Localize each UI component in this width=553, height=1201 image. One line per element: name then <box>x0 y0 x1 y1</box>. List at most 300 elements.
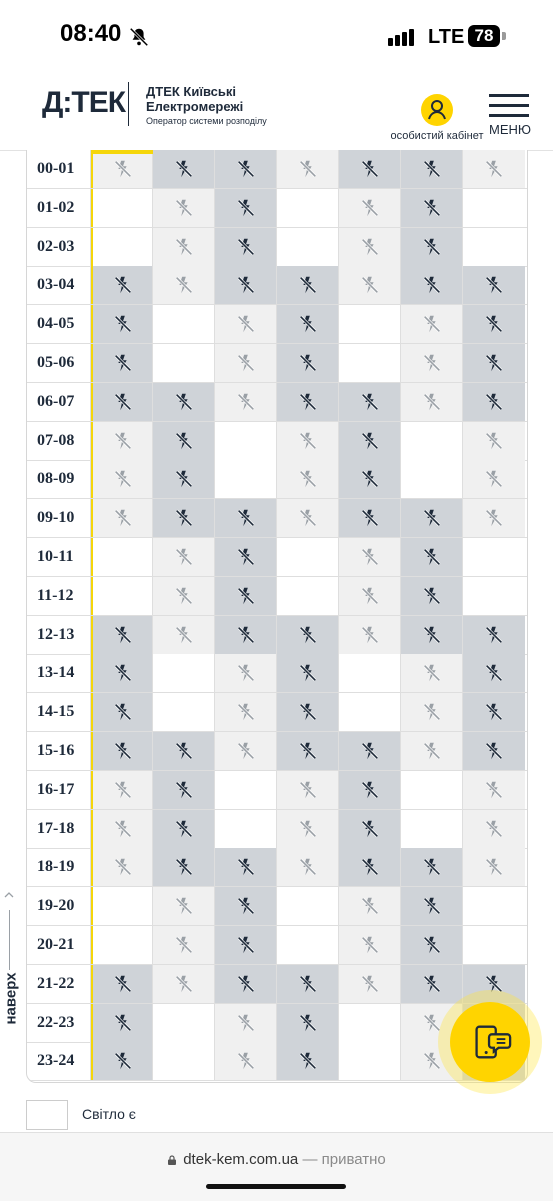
schedule-cell <box>339 422 401 460</box>
schedule-row <box>27 228 527 267</box>
possible-outage-icon <box>112 430 134 452</box>
schedule-cell <box>91 383 153 421</box>
current-day-marker <box>91 150 153 154</box>
schedule-cell <box>153 616 215 654</box>
possible-outage-icon <box>421 740 443 762</box>
schedule-cell <box>339 305 401 343</box>
schedule-cell <box>277 654 339 692</box>
schedule-cell <box>463 189 525 227</box>
schedule-cell <box>91 305 153 343</box>
schedule-cell <box>339 887 401 925</box>
schedule-cell <box>153 305 215 343</box>
menu-button[interactable] <box>489 94 533 137</box>
power-off-icon <box>112 352 134 374</box>
schedule-cell <box>153 383 215 421</box>
schedule-cell <box>463 848 525 886</box>
power-off-icon <box>359 507 381 529</box>
possible-outage-icon <box>359 274 381 296</box>
power-off-icon <box>359 740 381 762</box>
power-off-icon <box>297 662 319 684</box>
schedule-cell <box>277 732 339 770</box>
schedule-row <box>27 266 527 305</box>
possible-outage-icon <box>483 818 505 840</box>
personal-cabinet-button[interactable] <box>386 94 488 142</box>
schedule-cell <box>277 848 339 886</box>
schedule-cell <box>401 887 463 925</box>
legend-swatch-power-on <box>26 1100 68 1130</box>
schedule-cell <box>339 926 401 964</box>
schedule-cell <box>401 810 463 848</box>
schedule-cell <box>153 228 215 266</box>
schedule-cell <box>277 810 339 848</box>
power-off-icon <box>359 468 381 490</box>
brand-subtitle: Оператор системи розподілу <box>146 116 267 126</box>
possible-outage-icon <box>359 895 381 917</box>
hour-label: 05-06 <box>27 344 91 382</box>
possible-outage-icon <box>421 352 443 374</box>
schedule-cell <box>91 887 153 925</box>
schedule-cell <box>277 266 339 304</box>
schedule-cell <box>277 1042 339 1080</box>
schedule-cell <box>91 150 153 188</box>
power-off-icon <box>173 740 195 762</box>
possible-outage-icon <box>173 624 195 646</box>
schedule-cell <box>339 266 401 304</box>
power-off-icon <box>173 818 195 840</box>
hour-label: 00-01 <box>27 150 91 188</box>
power-off-icon <box>297 624 319 646</box>
power-off-icon <box>421 934 443 956</box>
possible-outage-icon <box>112 158 134 180</box>
schedule-row <box>27 499 527 538</box>
power-off-icon <box>483 352 505 374</box>
user-icon <box>421 94 453 126</box>
schedule-cell <box>153 732 215 770</box>
schedule-cell <box>339 1004 401 1042</box>
possible-outage-icon <box>297 430 319 452</box>
schedule-cell <box>277 577 339 615</box>
schedule-cell <box>215 189 277 227</box>
power-off-icon <box>235 895 257 917</box>
schedule-cell <box>463 305 525 343</box>
schedule-cell <box>277 150 339 188</box>
power-off-icon <box>173 779 195 801</box>
possible-outage-icon <box>173 895 195 917</box>
power-off-icon <box>235 197 257 219</box>
schedule-cell <box>401 150 463 188</box>
schedule-cell <box>339 616 401 654</box>
power-off-icon <box>421 973 443 995</box>
possible-outage-icon <box>421 662 443 684</box>
schedule-cell <box>339 965 401 1003</box>
schedule-cell <box>153 1042 215 1080</box>
schedule-cell <box>339 1042 401 1080</box>
possible-outage-icon <box>359 973 381 995</box>
schedule-cell <box>153 266 215 304</box>
schedule-cell <box>463 422 525 460</box>
power-off-icon <box>173 507 195 529</box>
possible-outage-icon <box>359 197 381 219</box>
possible-outage-icon <box>112 818 134 840</box>
power-off-icon <box>173 430 195 452</box>
schedule-row <box>27 848 527 887</box>
schedule-cell <box>91 189 153 227</box>
schedule-cell <box>91 926 153 964</box>
home-indicator <box>206 1184 346 1189</box>
brand-block <box>146 84 306 127</box>
schedule-cell <box>401 422 463 460</box>
schedule-cell <box>91 616 153 654</box>
schedule-cell <box>401 499 463 537</box>
schedule-row <box>27 654 527 693</box>
possible-outage-icon <box>483 158 505 180</box>
url-text: dtek-kem.com.ua <box>183 1151 299 1168</box>
schedule-cell <box>215 771 277 809</box>
schedule-cell <box>277 926 339 964</box>
schedule-cell <box>401 383 463 421</box>
possible-outage-icon <box>421 391 443 413</box>
schedule-cell <box>91 848 153 886</box>
possible-outage-icon <box>173 973 195 995</box>
possible-outage-icon <box>173 274 195 296</box>
power-off-icon <box>421 158 443 180</box>
schedule-cell <box>277 383 339 421</box>
power-off-icon <box>235 507 257 529</box>
possible-outage-icon <box>235 701 257 723</box>
schedule-cell <box>339 693 401 731</box>
possible-outage-icon <box>359 934 381 956</box>
schedule-cell <box>401 189 463 227</box>
power-off-icon <box>112 662 134 684</box>
schedule-row <box>27 344 527 383</box>
possible-outage-icon <box>297 818 319 840</box>
possible-outage-icon <box>483 430 505 452</box>
possible-outage-icon <box>359 624 381 646</box>
schedule-cell <box>277 965 339 1003</box>
outage-schedule-table <box>26 150 528 1083</box>
hour-label: 01-02 <box>27 189 91 227</box>
power-off-icon <box>359 779 381 801</box>
schedule-cell <box>215 1042 277 1080</box>
possible-outage-icon <box>173 236 195 258</box>
back-to-top-line <box>9 910 10 970</box>
power-off-icon <box>173 391 195 413</box>
hour-label: 02-03 <box>27 228 91 266</box>
logo-divider <box>128 82 129 126</box>
lock-icon <box>167 1155 177 1165</box>
schedule-cell <box>401 965 463 1003</box>
power-off-icon <box>235 973 257 995</box>
hour-label: 08-09 <box>27 460 91 498</box>
power-off-icon <box>112 973 134 995</box>
schedule-cell <box>339 228 401 266</box>
schedule-cell <box>91 1004 153 1042</box>
power-off-icon <box>421 236 443 258</box>
possible-outage-icon <box>235 352 257 374</box>
schedule-cell <box>153 460 215 498</box>
hour-label: 21-22 <box>27 965 91 1003</box>
schedule-cell <box>277 460 339 498</box>
schedule-row <box>27 810 527 849</box>
hour-label: 04-05 <box>27 305 91 343</box>
power-off-icon <box>297 973 319 995</box>
schedule-cell <box>401 228 463 266</box>
schedule-cell <box>215 887 277 925</box>
hour-label: 03-04 <box>27 266 91 304</box>
possible-outage-icon <box>112 779 134 801</box>
schedule-cell <box>401 693 463 731</box>
back-to-top-label: наверх <box>2 972 20 1025</box>
schedule-cell <box>91 422 153 460</box>
power-off-icon <box>235 546 257 568</box>
possible-outage-icon <box>483 507 505 529</box>
schedule-cell <box>91 965 153 1003</box>
possible-outage-icon <box>483 856 505 878</box>
chat-fab-button[interactable] <box>450 1002 530 1082</box>
schedule-cell <box>339 577 401 615</box>
schedule-row <box>27 732 527 771</box>
hour-label: 10-11 <box>27 538 91 576</box>
schedule-cell <box>277 693 339 731</box>
schedule-cell <box>91 538 153 576</box>
schedule-cell <box>277 305 339 343</box>
brand-title: ДТЕК Київські Електромережі <box>146 84 244 114</box>
possible-outage-icon <box>483 779 505 801</box>
schedule-row <box>27 189 527 228</box>
schedule-row <box>27 538 527 577</box>
status-bar <box>0 0 553 76</box>
power-off-icon <box>359 430 381 452</box>
power-off-icon <box>112 1012 134 1034</box>
schedule-row <box>27 305 527 344</box>
schedule-cell <box>91 499 153 537</box>
schedule-cell <box>463 887 525 925</box>
possible-outage-icon <box>235 1050 257 1072</box>
schedule-cell <box>401 848 463 886</box>
schedule-cell <box>91 693 153 731</box>
possible-outage-icon <box>173 546 195 568</box>
schedule-cell <box>215 499 277 537</box>
schedule-cell <box>277 538 339 576</box>
schedule-cell <box>277 1004 339 1042</box>
possible-outage-icon <box>421 313 443 335</box>
schedule-cell <box>153 150 215 188</box>
menu-label: МЕНЮ <box>489 122 532 137</box>
schedule-cell <box>215 538 277 576</box>
schedule-cell <box>153 965 215 1003</box>
hour-label: 06-07 <box>27 383 91 421</box>
schedule-cell <box>91 732 153 770</box>
power-off-icon <box>297 1050 319 1072</box>
schedule-cell <box>277 499 339 537</box>
possible-outage-icon <box>297 468 319 490</box>
schedule-cell <box>339 460 401 498</box>
schedule-cell <box>215 150 277 188</box>
power-off-icon <box>421 624 443 646</box>
hour-label: 13-14 <box>27 654 91 692</box>
possible-outage-icon <box>112 468 134 490</box>
schedule-cell <box>215 577 277 615</box>
schedule-cell <box>91 577 153 615</box>
schedule-cell <box>463 616 525 654</box>
schedule-row <box>27 965 527 1004</box>
power-off-icon <box>483 313 505 335</box>
power-off-icon <box>297 274 319 296</box>
network-type: LTE <box>428 26 465 48</box>
possible-outage-icon <box>112 856 134 878</box>
possible-outage-icon <box>359 236 381 258</box>
schedule-cell <box>463 499 525 537</box>
schedule-cell <box>215 228 277 266</box>
power-off-icon <box>112 313 134 335</box>
schedule-row <box>27 771 527 810</box>
schedule-cell <box>401 538 463 576</box>
schedule-cell <box>339 499 401 537</box>
power-off-icon <box>483 391 505 413</box>
schedule-cell <box>463 150 525 188</box>
power-off-icon <box>297 391 319 413</box>
schedule-cell <box>401 654 463 692</box>
possible-outage-icon <box>297 779 319 801</box>
power-off-icon <box>297 740 319 762</box>
schedule-cell <box>153 577 215 615</box>
power-off-icon <box>112 1050 134 1072</box>
schedule-cell <box>277 344 339 382</box>
schedule-cell <box>153 189 215 227</box>
schedule-cell <box>463 577 525 615</box>
schedule-cell <box>153 848 215 886</box>
schedule-cell <box>401 926 463 964</box>
hour-label: 11-12 <box>27 577 91 615</box>
power-off-icon <box>421 856 443 878</box>
schedule-cell <box>277 616 339 654</box>
hour-label: 20-21 <box>27 926 91 964</box>
schedule-cell <box>215 344 277 382</box>
power-off-icon <box>421 197 443 219</box>
schedule-row <box>27 577 527 616</box>
power-off-icon <box>112 624 134 646</box>
power-off-icon <box>112 391 134 413</box>
schedule-row <box>27 383 527 422</box>
private-label: — приватно <box>302 1151 386 1168</box>
schedule-cell <box>153 887 215 925</box>
schedule-cell <box>401 344 463 382</box>
schedule-cell <box>215 616 277 654</box>
site-header <box>0 76 553 151</box>
chevron-up-icon <box>4 890 14 900</box>
power-off-icon <box>421 546 443 568</box>
schedule-cell <box>339 732 401 770</box>
schedule-cell <box>463 732 525 770</box>
schedule-cell <box>463 771 525 809</box>
schedule-cell <box>215 654 277 692</box>
possible-outage-icon <box>235 391 257 413</box>
schedule-cell <box>215 810 277 848</box>
hour-label: 14-15 <box>27 693 91 731</box>
schedule-row <box>27 150 527 189</box>
schedule-cell <box>153 810 215 848</box>
power-off-icon <box>297 313 319 335</box>
schedule-cell <box>463 693 525 731</box>
hour-label: 19-20 <box>27 887 91 925</box>
schedule-cell <box>463 460 525 498</box>
hour-label: 17-18 <box>27 810 91 848</box>
schedule-cell <box>463 654 525 692</box>
battery-level: 78 <box>468 25 500 47</box>
status-time: 08:40 <box>60 20 122 47</box>
address-url[interactable] <box>0 1151 553 1168</box>
schedule-cell <box>215 383 277 421</box>
schedule-cell <box>153 499 215 537</box>
schedule-cell <box>91 810 153 848</box>
power-off-icon <box>359 818 381 840</box>
schedule-cell <box>401 577 463 615</box>
hour-label: 23-24 <box>27 1042 91 1080</box>
battery-tip <box>502 32 506 40</box>
dtek-logo[interactable]: Д:ТЕК <box>42 86 126 119</box>
power-off-icon <box>297 701 319 723</box>
schedule-cell <box>215 305 277 343</box>
schedule-cell <box>463 266 525 304</box>
power-off-icon <box>235 236 257 258</box>
power-off-icon <box>112 701 134 723</box>
possible-outage-icon <box>359 585 381 607</box>
schedule-cell <box>153 1004 215 1042</box>
schedule-row <box>27 460 527 499</box>
power-off-icon <box>359 391 381 413</box>
power-off-icon <box>421 274 443 296</box>
power-off-icon <box>421 507 443 529</box>
possible-outage-icon <box>235 740 257 762</box>
browser-address-bar[interactable] <box>0 1132 553 1201</box>
schedule-row <box>27 693 527 732</box>
hour-label: 16-17 <box>27 771 91 809</box>
schedule-cell <box>215 926 277 964</box>
power-off-icon <box>173 158 195 180</box>
schedule-cell <box>215 266 277 304</box>
schedule-cell <box>153 344 215 382</box>
schedule-cell <box>339 771 401 809</box>
possible-outage-icon <box>235 1012 257 1034</box>
schedule-cell <box>339 538 401 576</box>
possible-outage-icon <box>297 158 319 180</box>
schedule-cell <box>153 693 215 731</box>
schedule-cell <box>401 771 463 809</box>
schedule-row <box>27 422 527 461</box>
power-off-icon <box>173 856 195 878</box>
power-off-icon <box>483 662 505 684</box>
hour-label: 09-10 <box>27 499 91 537</box>
possible-outage-icon <box>297 856 319 878</box>
schedule-cell <box>339 810 401 848</box>
power-off-icon <box>421 585 443 607</box>
power-off-icon <box>421 895 443 917</box>
power-off-icon <box>112 740 134 762</box>
schedule-cell <box>153 654 215 692</box>
power-off-icon <box>483 274 505 296</box>
schedule-cell <box>339 848 401 886</box>
legend-label-power-on: Світло є <box>82 1106 136 1122</box>
back-to-top-button[interactable] <box>0 880 22 1050</box>
possible-outage-icon <box>297 507 319 529</box>
possible-outage-icon <box>173 585 195 607</box>
schedule-row <box>27 887 527 926</box>
schedule-cell <box>215 965 277 1003</box>
hamburger-icon <box>489 94 533 117</box>
schedule-cell <box>215 848 277 886</box>
schedule-cell <box>339 150 401 188</box>
schedule-cell <box>91 228 153 266</box>
